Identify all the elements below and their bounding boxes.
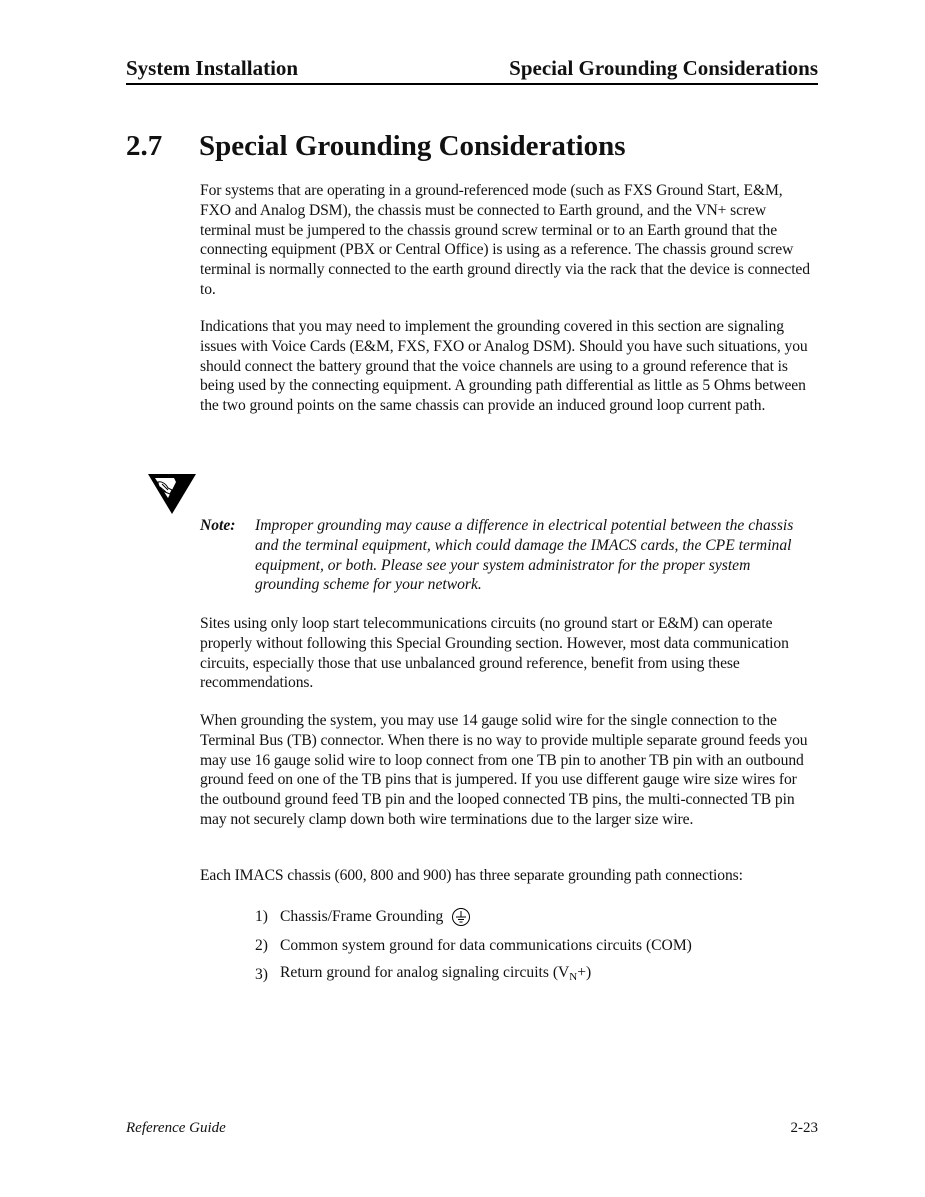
paragraph-5: Each IMACS chassis (600, 800 and 900) has three separate grounding path connections: [200, 867, 743, 884]
paragraph-4: When grounding the system, you may use 14 gauge solid wire for the single connection to the Terminal Bus (TB) connector. When there is no way to provide multiple separate ground feeds you may use 16 gauge solid wire to loop connect from one TB pin to another TB pin with an outbound ground feed on one of the TB pins that is jumpered. If you use different gauge wire size wires for the outbound ground feed TB pin and the looped connected TB pins, the multi-connected TB pin may not securely clamp down both wire terminations due to the larger size wire. [200, 712, 808, 828]
page-number: 2-23 [790, 1120, 818, 1136]
list-number: 2) [255, 936, 268, 954]
list-number: 3) [255, 965, 268, 983]
section-number: 2.7 [126, 130, 163, 162]
paragraph-3: Sites using only loop start telecommunications circuits (no ground start or E&M) can operate properly without following this Special Grounding section. However, most data communication circuits, especially those that use unbalanced ground reference, benefit from using these recommendations. [200, 615, 789, 692]
header-left: System Installation [126, 56, 299, 80]
paragraph-2: Indications that you may need to implement the grounding covered in this section are signaling issues with Voice Cards (E&M, FXS, FXO or Analog DSM). Should you have such situations, you should connect the battery ground that the voice channels are using to a ground reference that is being used by the connecting equipment. A grounding path differential as little as 5 Ohms between the two ground points on the same chassis can provide an induced ground loop current path. [200, 318, 808, 415]
list-item [255, 931, 815, 960]
chassis-ground-icon [451, 907, 471, 927]
page-header [126, 55, 818, 85]
paragraph-1: For systems that are operating in a ground-referenced mode (such as FXS Ground Start, E&M, FXO and Analog DSM), the chassis must be connected to Earth ground, and the VN+ screw terminal must be jumpered to the chassis ground screw terminal or to an Earth ground that the connecting equipment (PBX or Central Office) is using as a reference. The chassis ground screw terminal is normally connected to the earth ground directly via the rack that the device is connected to. [200, 182, 810, 298]
note-label: Note: [200, 517, 236, 534]
footer-title: Reference Guide [126, 1120, 226, 1136]
list-text: Chassis/Frame Grounding [280, 907, 444, 925]
subscript: N [569, 970, 578, 983]
note-text: Improper grounding may cause a difference in electrical potential between the chassis and the terminal equipment, which could damage the IMACS cards, the CPE terminal equipment, or both. Please see your system administrator for the proper system grounding scheme for your network. [255, 517, 794, 594]
section-title: Special Grounding Considerations [199, 130, 626, 162]
list-item [255, 902, 815, 931]
header-right: Special Grounding Considerations [509, 56, 818, 80]
note-block [200, 516, 816, 595]
list-item [255, 960, 815, 989]
section-heading [126, 128, 626, 164]
page-footer [126, 1120, 818, 1137]
note-hand-icon [146, 468, 198, 516]
list-text: Return ground for analog signaling circuits $(V_N+)$ [280, 963, 592, 983]
grounding-list [255, 902, 815, 989]
list-text: Common system ground for data communications circuits (COM) [280, 936, 692, 954]
list-number: 1) [255, 907, 268, 925]
